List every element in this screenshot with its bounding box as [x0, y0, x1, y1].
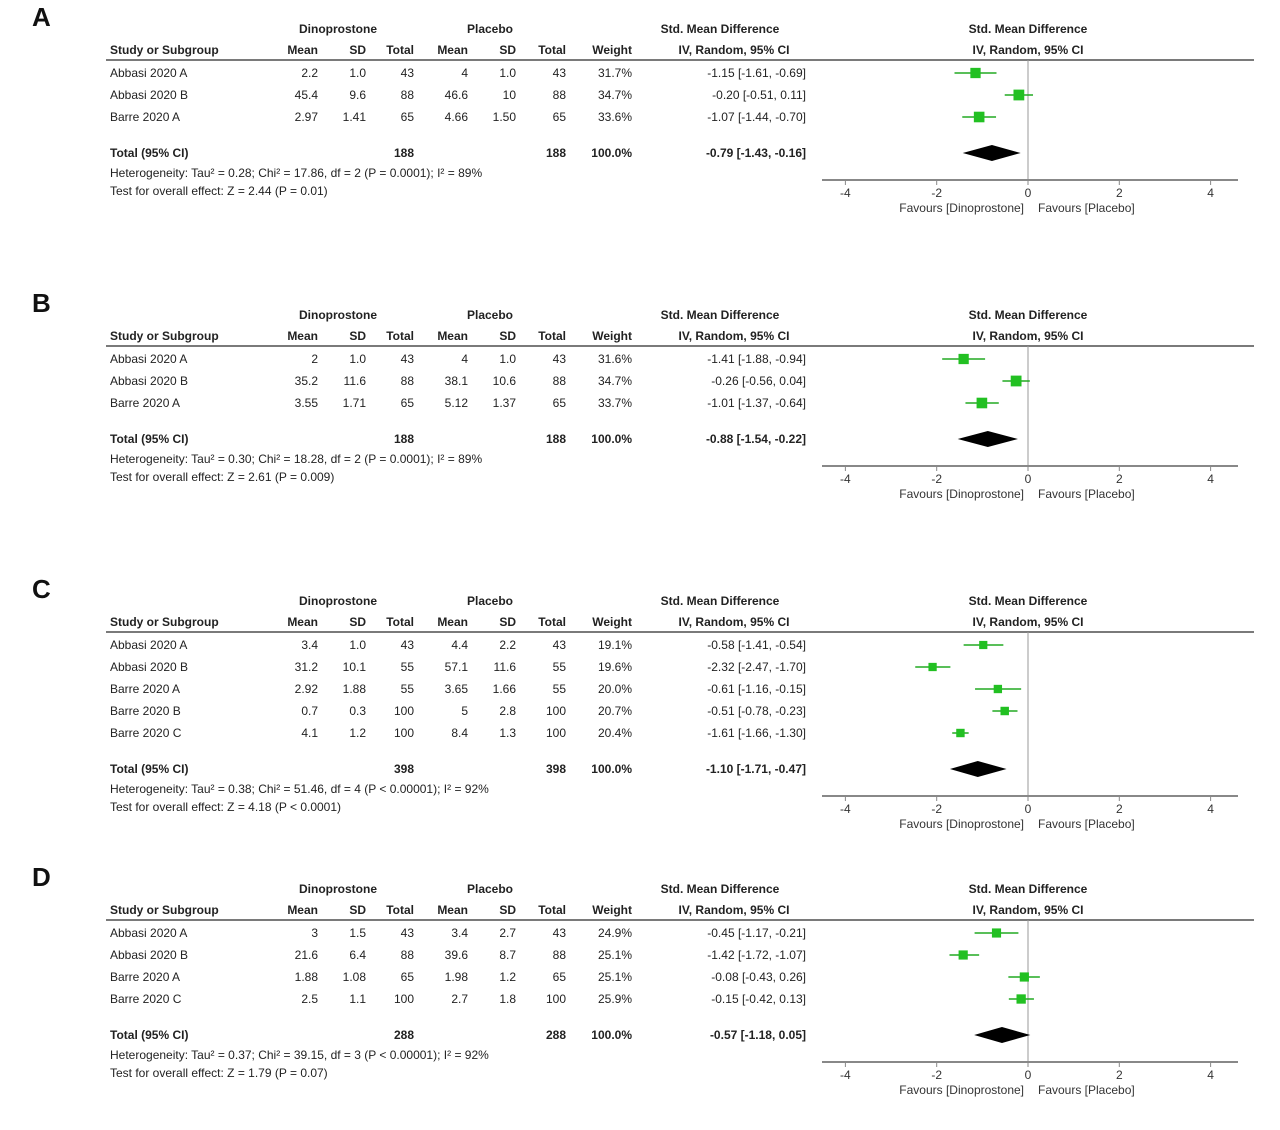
- study-total2: 65: [552, 396, 566, 410]
- total-ci: -0.57 [-1.18, 0.05]: [709, 1028, 806, 1042]
- favours-left-label: Favours [Dinoprostone]: [899, 487, 1024, 501]
- study-sd1: 1.2: [349, 726, 366, 740]
- effect-square: [928, 663, 936, 671]
- study-mean1: 4.1: [301, 726, 318, 740]
- x-tick-label: 2: [1115, 186, 1123, 200]
- study-mean1: 2.5: [301, 992, 318, 1006]
- study-sd1: 1.0: [349, 638, 366, 652]
- study-sd2: 2.7: [499, 926, 516, 940]
- x-tick-label: 0: [1024, 1068, 1032, 1082]
- study-mean1: 35.2: [294, 374, 318, 388]
- study-total2: 55: [552, 660, 566, 674]
- total2-header: Total: [538, 43, 566, 57]
- method-header: IV, Random, 95% CI: [678, 43, 790, 57]
- study-sd2: 1.37: [492, 396, 516, 410]
- group1-header: Dinoprostone: [299, 882, 377, 896]
- study-header: Study or Subgroup: [110, 903, 219, 917]
- group2-header: Placebo: [466, 308, 514, 322]
- study-mean2: 4: [461, 352, 468, 366]
- forest-panel-d: [0, 860, 1280, 1130]
- study-header: Study or Subgroup: [110, 615, 219, 629]
- method-plot-header: IV, Random, 95% CI: [972, 903, 1084, 917]
- x-tick-label: -4: [840, 472, 851, 486]
- x-tick-label: 0: [1024, 186, 1032, 200]
- smd-header: Std. Mean Difference: [660, 882, 780, 896]
- x-tick-label: -4: [840, 1068, 851, 1082]
- total-ci: -0.79 [-1.43, -0.16]: [705, 146, 806, 160]
- x-tick-label: 2: [1115, 802, 1123, 816]
- effect-square: [970, 68, 980, 78]
- study-total2: 43: [552, 66, 566, 80]
- study-sd1: 9.6: [349, 88, 366, 102]
- forest-plot: [810, 0, 1250, 230]
- study-name: Barre 2020 A: [110, 682, 181, 696]
- study-weight: 25.9%: [597, 992, 632, 1006]
- favours-left-label: Favours [Dinoprostone]: [899, 1083, 1024, 1097]
- study-total1: 88: [400, 374, 414, 388]
- study-total2: 88: [552, 374, 566, 388]
- study-total1: 43: [400, 352, 414, 366]
- mean2-header: Mean: [437, 903, 468, 917]
- study-ci: -0.45 [-1.17, -0.21]: [707, 926, 806, 940]
- study-total2: 100: [545, 992, 566, 1006]
- heterogeneity-text: Heterogeneity: Tau² = 0.37; Chi² = 39.15, df = 3 (P < 0.00001); I² = 92%: [110, 1048, 489, 1062]
- study-ci: -1.15 [-1.61, -0.69]: [707, 66, 806, 80]
- study-ci: -0.61 [-1.16, -0.15]: [707, 682, 806, 696]
- study-mean2: 38.1: [444, 374, 468, 388]
- effect-square: [958, 354, 968, 364]
- forest-plot: [810, 572, 1250, 831]
- total-weight: 100.0%: [591, 146, 632, 160]
- total-n2: 188: [545, 146, 566, 160]
- study-total1: 65: [400, 396, 414, 410]
- study-total1: 88: [400, 948, 414, 962]
- study-ci: -0.08 [-0.43, 0.26]: [711, 970, 806, 984]
- total2-header: Total: [538, 903, 566, 917]
- heterogeneity-text: Heterogeneity: Tau² = 0.38; Chi² = 51.46, df = 4 (P < 0.00001); I² = 92%: [110, 782, 489, 796]
- mean2-header: Mean: [437, 615, 468, 629]
- study-sd1: 1.08: [342, 970, 366, 984]
- study-name: Abbasi 2020 B: [110, 88, 189, 102]
- study-sd1: 1.5: [349, 926, 366, 940]
- total-n1: 188: [393, 146, 414, 160]
- study-sd2: 1.8: [499, 992, 516, 1006]
- study-sd2: 1.0: [499, 352, 516, 366]
- forest-panel-b: [0, 286, 1280, 556]
- study-mean2: 39.6: [444, 948, 468, 962]
- study-name: Abbasi 2020 A: [110, 638, 188, 652]
- total-ci: -0.88 [-1.54, -0.22]: [705, 432, 806, 446]
- sd1-header: SD: [349, 329, 366, 343]
- total-n2: 188: [545, 432, 566, 446]
- study-total1: 100: [393, 726, 414, 740]
- study-sd1: 1.88: [342, 682, 366, 696]
- study-ci: -0.15 [-0.42, 0.13]: [711, 992, 806, 1006]
- study-weight: 24.9%: [597, 926, 632, 940]
- study-name: Abbasi 2020 A: [110, 926, 188, 940]
- overall-effect-text: Test for overall effect: Z = 2.61 (P = 0.009): [110, 470, 335, 484]
- total-label: Total (95% CI): [110, 432, 189, 446]
- study-weight: 20.0%: [597, 682, 632, 696]
- study-sd2: 1.50: [492, 110, 516, 124]
- favours-right-label: Favours [Placebo]: [1038, 201, 1135, 215]
- study-name: Abbasi 2020 A: [110, 352, 188, 366]
- study-sd1: 11.6: [343, 374, 366, 388]
- study-mean1: 2.92: [294, 682, 318, 696]
- effect-square: [1011, 376, 1022, 387]
- x-tick-label: -2: [931, 472, 943, 486]
- study-name: Abbasi 2020 B: [110, 948, 189, 962]
- study-ci: -0.26 [-0.56, 0.04]: [711, 374, 806, 388]
- x-tick-label: -2: [931, 802, 943, 816]
- panel-letter: A: [32, 2, 51, 32]
- heterogeneity-text: Heterogeneity: Tau² = 0.30; Chi² = 18.28, df = 2 (P = 0.0001); I² = 89%: [110, 452, 483, 466]
- favours-right-label: Favours [Placebo]: [1038, 487, 1135, 501]
- total-weight: 100.0%: [591, 432, 632, 446]
- study-ci: -1.41 [-1.88, -0.94]: [707, 352, 806, 366]
- study-total1: 100: [393, 704, 414, 718]
- study-total1: 43: [400, 638, 414, 652]
- study-ci: -1.07 [-1.44, -0.70]: [707, 110, 806, 124]
- study-mean2: 2.7: [451, 992, 468, 1006]
- pooled-diamond: [958, 431, 1018, 447]
- study-total1: 88: [400, 88, 414, 102]
- sd2-header: SD: [499, 615, 516, 629]
- effect-square: [994, 685, 1002, 693]
- group1-header: Dinoprostone: [299, 594, 377, 608]
- total1-header: Total: [386, 903, 414, 917]
- sd1-header: SD: [349, 903, 366, 917]
- total2-header: Total: [538, 615, 566, 629]
- study-weight: 25.1%: [597, 970, 632, 984]
- study-total1: 43: [400, 66, 414, 80]
- x-tick-label: -4: [840, 802, 851, 816]
- study-mean1: 31.2: [294, 660, 318, 674]
- study-sd2: 10.6: [492, 374, 516, 388]
- effect-square: [974, 112, 985, 123]
- group1-header: Dinoprostone: [299, 22, 377, 36]
- smd-plot-header: Std. Mean Difference: [968, 882, 1088, 896]
- x-tick-label: -2: [931, 186, 943, 200]
- overall-effect-text: Test for overall effect: Z = 1.79 (P = 0.07): [110, 1066, 328, 1080]
- sd1-header: SD: [349, 615, 366, 629]
- study-mean2: 1.98: [444, 970, 468, 984]
- total-n2: 288: [545, 1028, 566, 1042]
- favours-right-label: Favours [Placebo]: [1038, 817, 1135, 831]
- effect-square: [1013, 90, 1024, 101]
- study-mean1: 0.7: [301, 704, 318, 718]
- sd2-header: SD: [499, 43, 516, 57]
- total-weight: 100.0%: [591, 762, 632, 776]
- study-total2: 65: [552, 110, 566, 124]
- study-sd2: 11.6: [493, 660, 516, 674]
- total-n1: 398: [393, 762, 414, 776]
- smd-plot-header: Std. Mean Difference: [968, 308, 1088, 322]
- study-name: Barre 2020 A: [110, 970, 181, 984]
- x-tick-label: 0: [1024, 472, 1032, 486]
- favours-right-label: Favours [Placebo]: [1038, 1083, 1135, 1097]
- weight-header: Weight: [592, 329, 632, 343]
- study-weight: 31.6%: [597, 352, 632, 366]
- study-mean1: 3.55: [294, 396, 318, 410]
- study-sd1: 10.1: [342, 660, 366, 674]
- study-ci: -0.58 [-1.41, -0.54]: [707, 638, 806, 652]
- x-tick-label: -2: [931, 1068, 943, 1082]
- method-plot-header: IV, Random, 95% CI: [972, 43, 1084, 57]
- smd-header: Std. Mean Difference: [660, 308, 780, 322]
- weight-header: Weight: [592, 615, 632, 629]
- study-header: Study or Subgroup: [110, 329, 219, 343]
- study-total1: 65: [400, 110, 414, 124]
- total-n1: 188: [393, 432, 414, 446]
- study-ci: -2.32 [-2.47, -1.70]: [707, 660, 806, 674]
- group2-header: Placebo: [466, 882, 514, 896]
- study-total2: 88: [552, 948, 566, 962]
- mean1-header: Mean: [287, 903, 318, 917]
- smd-plot-header: Std. Mean Difference: [968, 594, 1088, 608]
- favours-left-label: Favours [Dinoprostone]: [899, 201, 1024, 215]
- study-total2: 55: [552, 682, 566, 696]
- study-total2: 88: [552, 88, 566, 102]
- total-label: Total (95% CI): [110, 1028, 189, 1042]
- study-ci: -0.20 [-0.51, 0.11]: [712, 88, 806, 102]
- study-name: Barre 2020 A: [110, 110, 181, 124]
- study-mean1: 21.6: [294, 948, 318, 962]
- effect-square: [1020, 972, 1029, 981]
- study-sd2: 1.0: [499, 66, 516, 80]
- total-ci: -1.10 [-1.71, -0.47]: [705, 762, 806, 776]
- study-total2: 43: [552, 926, 566, 940]
- study-weight: 34.7%: [597, 88, 632, 102]
- study-sd2: 8.7: [499, 948, 516, 962]
- forest-panel-c: [0, 572, 1280, 842]
- study-sd1: 6.4: [349, 948, 366, 962]
- method-header: IV, Random, 95% CI: [678, 329, 790, 343]
- effect-square: [979, 641, 987, 649]
- total1-header: Total: [386, 615, 414, 629]
- smd-header: Std. Mean Difference: [660, 594, 780, 608]
- mean1-header: Mean: [287, 329, 318, 343]
- study-total2: 65: [552, 970, 566, 984]
- study-mean2: 4.66: [444, 110, 468, 124]
- x-tick-label: 0: [1024, 802, 1032, 816]
- study-header: Study or Subgroup: [110, 43, 219, 57]
- method-header: IV, Random, 95% CI: [678, 903, 790, 917]
- study-sd2: 1.3: [499, 726, 516, 740]
- sd1-header: SD: [349, 43, 366, 57]
- study-name: Barre 2020 A: [110, 396, 181, 410]
- study-mean2: 46.6: [444, 88, 468, 102]
- forest-panel-a: [0, 0, 1280, 270]
- pooled-diamond: [963, 145, 1021, 161]
- study-total2: 100: [545, 726, 566, 740]
- favours-left-label: Favours [Dinoprostone]: [899, 817, 1024, 831]
- study-name: Abbasi 2020 A: [110, 66, 188, 80]
- study-total1: 55: [400, 682, 414, 696]
- study-sd2: 1.66: [492, 682, 516, 696]
- group1-header: Dinoprostone: [299, 308, 377, 322]
- study-total1: 55: [400, 660, 414, 674]
- panel-letter: B: [32, 288, 51, 318]
- study-name: Abbasi 2020 B: [110, 660, 189, 674]
- study-ci: -1.42 [-1.72, -1.07]: [707, 948, 806, 962]
- study-total1: 100: [393, 992, 414, 1006]
- study-mean1: 3.4: [301, 638, 318, 652]
- study-weight: 19.6%: [597, 660, 632, 674]
- method-plot-header: IV, Random, 95% CI: [972, 615, 1084, 629]
- smd-plot-header: Std. Mean Difference: [968, 22, 1088, 36]
- study-mean1: 1.88: [294, 970, 318, 984]
- study-mean2: 3.65: [444, 682, 468, 696]
- study-total2: 43: [552, 638, 566, 652]
- study-sd1: 0.3: [349, 704, 366, 718]
- pooled-diamond: [974, 1027, 1030, 1043]
- method-header: IV, Random, 95% CI: [678, 615, 790, 629]
- study-weight: 33.7%: [597, 396, 632, 410]
- study-weight: 20.4%: [597, 726, 632, 740]
- panel-letter: D: [32, 862, 51, 892]
- heterogeneity-text: Heterogeneity: Tau² = 0.28; Chi² = 17.86, df = 2 (P = 0.0001); I² = 89%: [110, 166, 483, 180]
- study-total2: 43: [552, 352, 566, 366]
- total-weight: 100.0%: [591, 1028, 632, 1042]
- smd-header: Std. Mean Difference: [660, 22, 780, 36]
- study-name: Barre 2020 B: [110, 704, 181, 718]
- x-tick-label: 2: [1115, 1068, 1123, 1082]
- study-weight: 31.7%: [597, 66, 632, 80]
- study-sd2: 1.2: [499, 970, 516, 984]
- method-plot-header: IV, Random, 95% CI: [972, 329, 1084, 343]
- study-total1: 43: [400, 926, 414, 940]
- study-mean2: 4.4: [451, 638, 468, 652]
- study-mean2: 5: [461, 704, 468, 718]
- study-total2: 100: [545, 704, 566, 718]
- effect-square: [956, 729, 964, 737]
- study-sd2: 10: [502, 88, 516, 102]
- total-label: Total (95% CI): [110, 762, 189, 776]
- study-mean2: 5.12: [444, 396, 468, 410]
- study-ci: -0.51 [-0.78, -0.23]: [707, 704, 806, 718]
- effect-square: [1000, 707, 1008, 715]
- total2-header: Total: [538, 329, 566, 343]
- study-mean1: 2.2: [301, 66, 318, 80]
- mean2-header: Mean: [437, 43, 468, 57]
- forest-plot: [810, 860, 1250, 1097]
- sd2-header: SD: [499, 329, 516, 343]
- study-weight: 33.6%: [597, 110, 632, 124]
- study-ci: -1.61 [-1.66, -1.30]: [707, 726, 806, 740]
- pooled-diamond: [950, 761, 1007, 777]
- weight-header: Weight: [592, 43, 632, 57]
- overall-effect-text: Test for overall effect: Z = 4.18 (P < 0.0001): [110, 800, 342, 814]
- x-tick-label: 4: [1207, 1068, 1214, 1082]
- x-tick-label: 4: [1207, 802, 1214, 816]
- study-sd1: 1.71: [342, 396, 366, 410]
- total1-header: Total: [386, 43, 414, 57]
- study-mean2: 3.4: [451, 926, 468, 940]
- effect-square: [1016, 994, 1025, 1003]
- study-weight: 34.7%: [597, 374, 632, 388]
- mean2-header: Mean: [437, 329, 468, 343]
- panel-letter: C: [32, 574, 51, 604]
- study-mean2: 4: [461, 66, 468, 80]
- study-sd1: 1.1: [349, 992, 366, 1006]
- x-tick-label: 4: [1207, 472, 1214, 486]
- effect-square: [992, 928, 1001, 937]
- x-tick-label: -4: [840, 186, 851, 200]
- study-mean1: 2: [311, 352, 318, 366]
- effect-square: [959, 950, 968, 959]
- study-mean1: 3: [311, 926, 318, 940]
- study-weight: 20.7%: [597, 704, 632, 718]
- total1-header: Total: [386, 329, 414, 343]
- total-label: Total (95% CI): [110, 146, 189, 160]
- study-ci: -1.01 [-1.37, -0.64]: [707, 396, 806, 410]
- study-sd1: 1.0: [349, 66, 366, 80]
- sd2-header: SD: [499, 903, 516, 917]
- study-sd2: 2.8: [499, 704, 516, 718]
- study-total1: 65: [400, 970, 414, 984]
- x-tick-label: 4: [1207, 186, 1214, 200]
- total-n2: 398: [545, 762, 566, 776]
- study-sd2: 2.2: [499, 638, 516, 652]
- mean1-header: Mean: [287, 615, 318, 629]
- study-sd1: 1.41: [342, 110, 366, 124]
- total-n1: 288: [393, 1028, 414, 1042]
- study-sd1: 1.0: [349, 352, 366, 366]
- study-mean1: 2.97: [294, 110, 318, 124]
- x-tick-label: 2: [1115, 472, 1123, 486]
- effect-square: [977, 398, 988, 409]
- overall-effect-text: Test for overall effect: Z = 2.44 (P = 0.01): [110, 184, 328, 198]
- study-weight: 25.1%: [597, 948, 632, 962]
- study-mean2: 57.1: [444, 660, 468, 674]
- study-mean1: 45.4: [294, 88, 318, 102]
- group2-header: Placebo: [466, 594, 514, 608]
- study-mean2: 8.4: [451, 726, 468, 740]
- study-name: Abbasi 2020 B: [110, 374, 189, 388]
- study-name: Barre 2020 C: [110, 992, 182, 1006]
- forest-plot: [810, 286, 1250, 516]
- study-name: Barre 2020 C: [110, 726, 182, 740]
- mean1-header: Mean: [287, 43, 318, 57]
- study-weight: 19.1%: [597, 638, 632, 652]
- group2-header: Placebo: [466, 22, 514, 36]
- weight-header: Weight: [592, 903, 632, 917]
